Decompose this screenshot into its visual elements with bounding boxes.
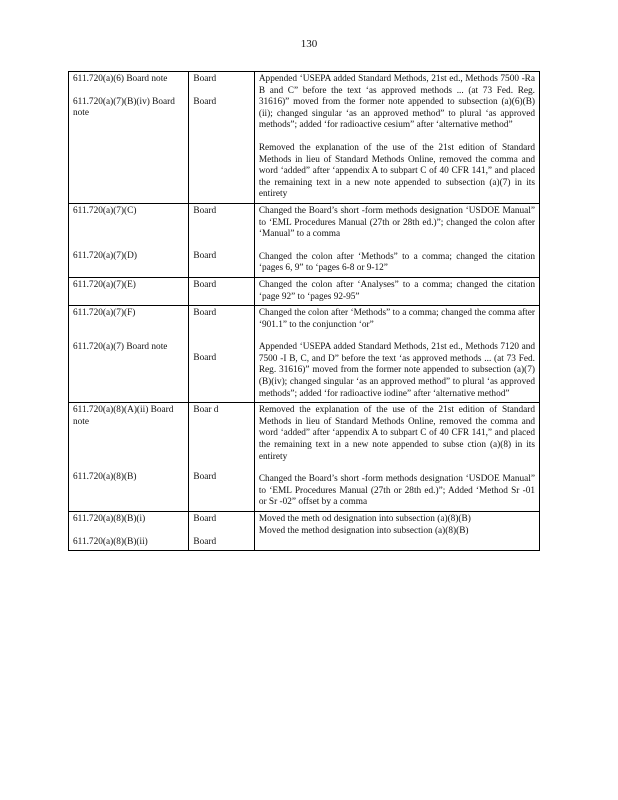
source-cell bbox=[189, 277, 254, 305]
change-description: Changed the Board’s short -form methods designation ‘USDOE Manual” to ‘EML Procedures Manual (27th or 28th ed.)”; changed the colon after ‘Manual” to a comma bbox=[258, 205, 535, 240]
change-description: Moved the method designation into subsection (a)(8)(B) bbox=[258, 525, 469, 536]
section-cell bbox=[69, 277, 189, 305]
source-cell bbox=[189, 306, 254, 403]
section-citation: 611.720(a)(7)(C) bbox=[73, 205, 137, 216]
change-description: Changed the colon after ‘Analyses” to a comma; changed the citation ‘page 92” to ‘pages 92-95” bbox=[258, 279, 535, 302]
table-row bbox=[69, 512, 540, 551]
source-label: Board bbox=[193, 250, 217, 261]
source-label: Board bbox=[193, 536, 217, 547]
section-cell bbox=[69, 203, 189, 277]
section-citation: 611.720(a)(8)(A)(ii) Board note bbox=[73, 405, 174, 427]
description-cell bbox=[254, 403, 539, 512]
source-cell bbox=[189, 72, 254, 204]
table-row bbox=[69, 72, 540, 204]
source-label: Board bbox=[193, 205, 217, 216]
page-number: 130 bbox=[300, 38, 318, 50]
description-cell bbox=[254, 203, 539, 277]
amendments-table bbox=[68, 71, 540, 551]
section-cell bbox=[69, 403, 189, 512]
source-label: Board bbox=[193, 308, 217, 319]
source-label: Board bbox=[193, 279, 217, 290]
change-description: Moved the meth od designation into subsection (a)(8)(B) bbox=[258, 514, 471, 524]
source-label: Boar d bbox=[193, 405, 219, 416]
description-cell bbox=[254, 306, 539, 403]
source-cell bbox=[189, 512, 254, 551]
change-description: Changed the colon after ‘Methods” to a comma; changed the citation ‘pages 6, 9” to ‘pages 6-8 or 9-12” bbox=[258, 251, 535, 274]
change-description: Changed the colon after ‘Methods” to a comma; changed the comma after ‘901.1” to the conjunction ‘or” bbox=[258, 308, 535, 330]
source-label: Board bbox=[193, 352, 217, 363]
section-citation: 611.720(a)(8)(B)(i) bbox=[73, 514, 146, 524]
change-description: Removed the explanation of the use of the 21st edition of Standard Methods in lieu of Standard Methods Online, removed the comma and word ‘added” after ‘appendix A to subpart C of 40 CFR 141,” and placed the remaining text in a new note appended to subsection (a)(7) in its entirety bbox=[258, 142, 535, 200]
section-citation: 611.720(a)(7)(D) bbox=[73, 250, 137, 261]
description-cell bbox=[254, 72, 539, 204]
source-label: Board bbox=[193, 74, 217, 84]
table-row bbox=[69, 403, 540, 512]
section-cell bbox=[69, 306, 189, 403]
table-row bbox=[69, 203, 540, 277]
section-citation: 611.720(a)(8)(B)(ii) bbox=[73, 536, 148, 547]
section-citation: 611.720(a)(7) Board note bbox=[73, 341, 168, 352]
table-row bbox=[69, 306, 540, 403]
section-cell bbox=[69, 512, 189, 551]
section-citation: 611.720(a)(7)(E) bbox=[73, 279, 136, 290]
description-cell bbox=[254, 512, 539, 551]
source-cell bbox=[189, 403, 254, 512]
change-description: Removed the explanation of the use of the 21st edition of Standard Methods in lieu of Standard Methods Online, removed the comma and word ‘added” after ‘appendix A to subpart C of 40 CFR 141,” and placed the remaining text in a new note appended to subse ction (a)(8) in its entirety bbox=[258, 405, 535, 462]
source-label: Board bbox=[193, 96, 217, 107]
source-label: Board bbox=[193, 471, 217, 482]
change-description: Changed the Board’s short -form methods designation ‘USDOE Manual” to ‘EML Procedures Manual (27th or 28th ed.)”; Added ‘Method Sr -01 or Sr -02” offset by a comma bbox=[258, 474, 535, 508]
table-row bbox=[69, 277, 540, 305]
section-citation: 611.720(a)(8)(B) bbox=[73, 472, 137, 483]
section-cell bbox=[69, 72, 189, 204]
description-cell bbox=[254, 277, 539, 305]
source-cell bbox=[189, 203, 254, 277]
section-citation: 611.720(a)(7)(F) bbox=[73, 308, 136, 319]
source-label: Board bbox=[193, 514, 217, 524]
change-description: Appended ‘USEPA added Standard Methods, 21st ed., Methods 7120 and 7500 -I B, C, and D” before the text ‘as approved methods ... (at 73 Fed. Reg. 31616)” moved from the former note appended to subsection (a)(7)(B)(iv); changed singular ‘as an approved method” to plural ‘as approved methods”; added ‘for radioactive iodine” after ‘alternative method” bbox=[258, 342, 535, 399]
change-description: Appended ‘USEPA added Standard Methods, 21st ed., Methods 7500 -Ra B and C” before the text ‘as approved methods ... (at 73 Fed. Reg. 31616)” moved from the former note appended to subsection (a)(6)(B)(ii); changed singular ‘as an approved method” to plural ‘as approved methods”; added ‘for radioactive cesium” after ‘alternative method” bbox=[258, 74, 535, 131]
section-citation: 611.720(a)(7)(B)(iv) Board note bbox=[73, 96, 175, 119]
section-citation: 611.720(a)(6) Board note bbox=[73, 74, 168, 84]
